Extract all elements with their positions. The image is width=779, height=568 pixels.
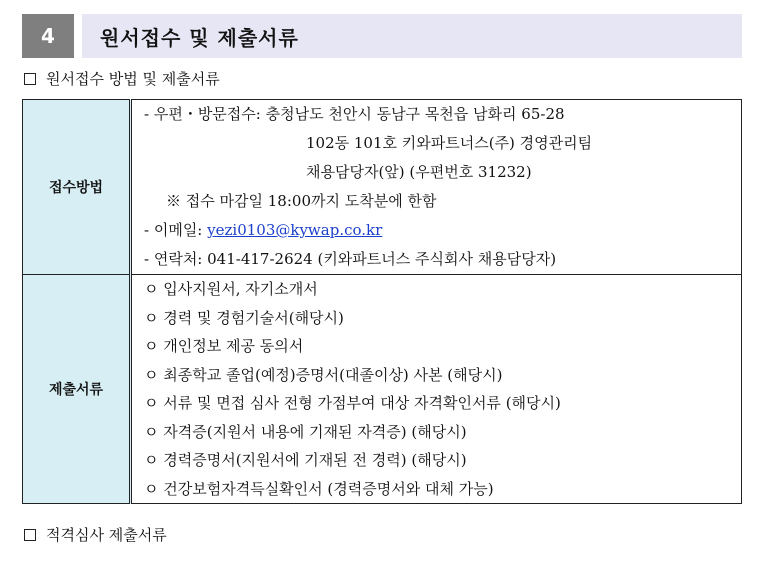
section-header	[22, 14, 742, 58]
email-line: - 이메일: yezi0103@kywap.co.kr	[144, 221, 383, 239]
documents-label: 제출서류	[23, 275, 131, 504]
subsection-heading-apply	[24, 68, 220, 89]
document-item: ㅇ 입사지원서, 자기소개서	[144, 280, 318, 298]
subsection-title: 원서접수 방법 및 제출서류	[46, 70, 220, 88]
apply-method-label: 접수방법	[23, 100, 131, 275]
subsection-heading-screening	[24, 524, 167, 545]
document-item: ㅇ 경력 및 경험기술서(해당시)	[144, 308, 344, 327]
document-item: ㅇ 최종학교 졸업(예정)증명서(대졸이상) 사본 (해당시)	[144, 365, 503, 384]
email-link[interactable]: yezi0103@kywap.co.kr	[207, 221, 383, 239]
apply-method-row	[23, 100, 742, 275]
document-item: ㅇ 경력증명서(지원서에 기재된 전 경력) (해당시)	[144, 451, 467, 469]
contact-line: - 연락처: 041-417-2624 (키와파트너스 주식회사 채용담당자)	[144, 250, 557, 268]
subsection-title: 적격심사 제출서류	[46, 526, 167, 544]
documents-content	[131, 275, 742, 504]
section-title-bar	[82, 14, 742, 58]
address-line-1: - 우편・방문접수: 충청남도 천안시 동남구 목천읍 남화리 65-28	[144, 105, 565, 123]
documents-row	[23, 275, 742, 504]
checkbox-icon	[24, 73, 36, 85]
document-item: ㅇ 자격증(지원서 내용에 기재된 자격증) (해당시)	[144, 422, 467, 441]
section-title: 원서접수 및 제출서류	[100, 25, 299, 50]
apply-method-content	[131, 100, 742, 275]
checkbox-icon	[24, 529, 36, 541]
application-table	[22, 99, 742, 504]
document-item: ㅇ 서류 및 면접 심사 전형 가점부여 대상 자격확인서류 (해당시)	[144, 394, 561, 412]
document-item: ㅇ 개인정보 제공 동의서	[144, 337, 304, 355]
document-item: ㅇ 건강보험자격득실확인서 (경력증명서와 대체 가능)	[144, 479, 494, 498]
section-number: 4	[22, 14, 74, 58]
address-line-3: 채용담당자(앞) (우편번호 31232)	[306, 163, 532, 181]
deadline-note: ※ 접수 마감일 18:00까지 도착분에 한함	[166, 192, 437, 210]
address-line-2: 102동 101호 키와파트너스(주) 경영관리팀	[306, 134, 593, 152]
